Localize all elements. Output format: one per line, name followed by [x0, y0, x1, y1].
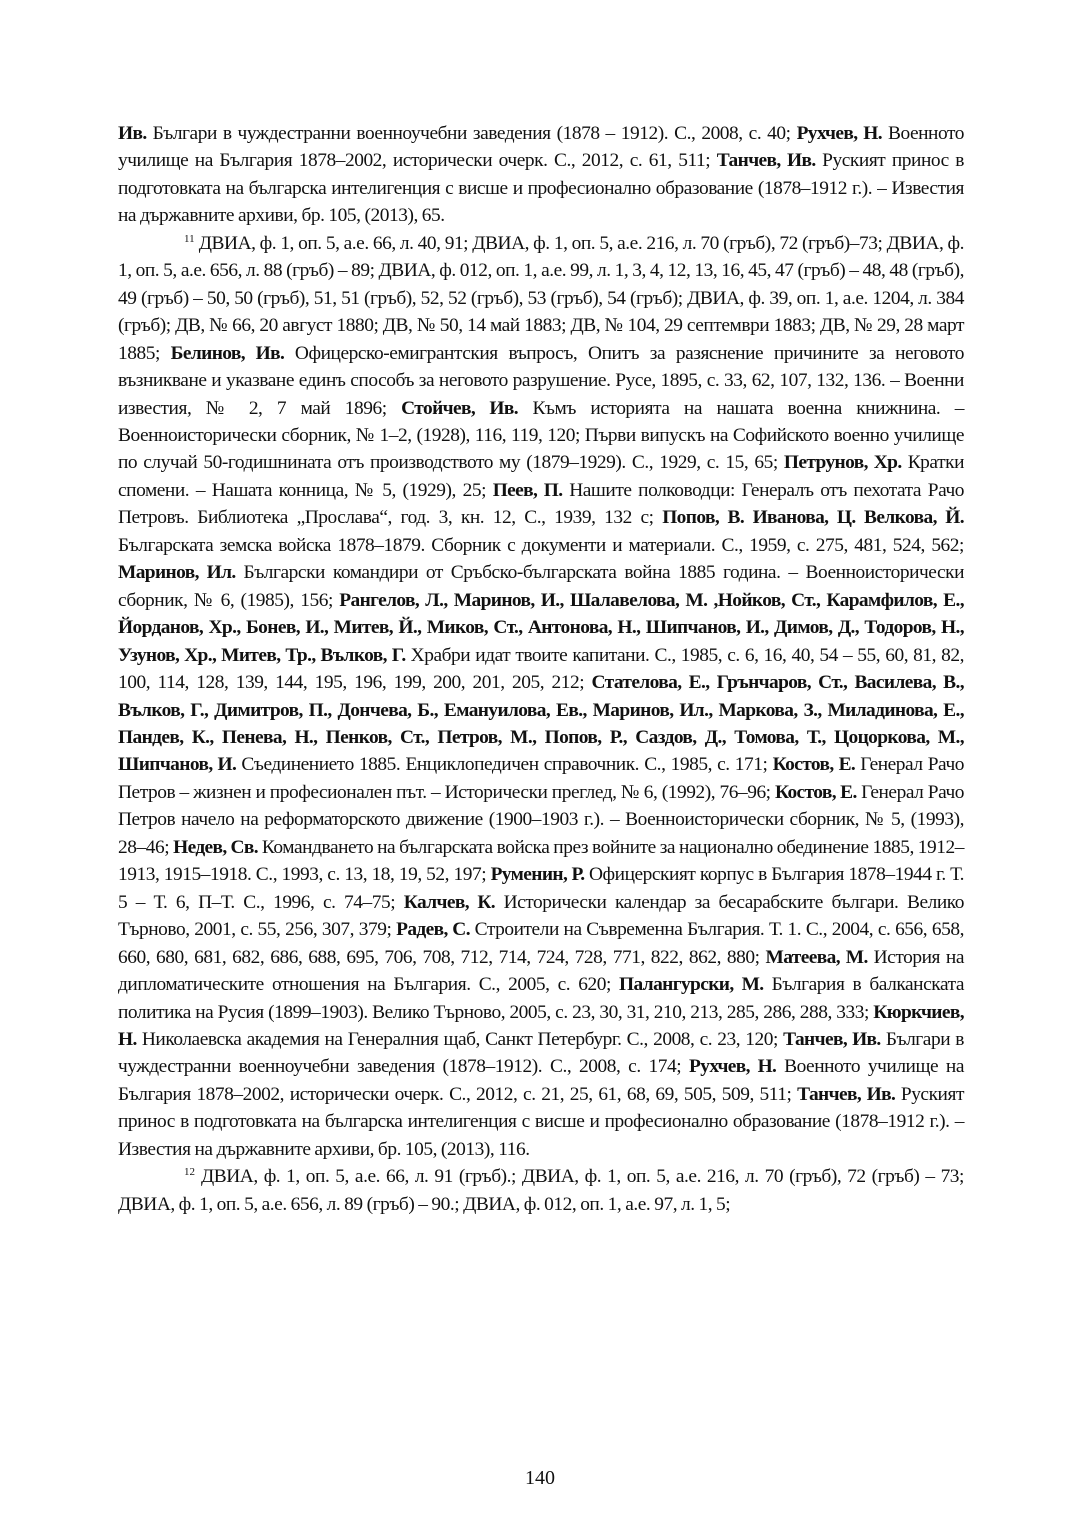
author-name: Пеев, П. [492, 479, 563, 501]
author-name: Рухчев, Н. [689, 1056, 777, 1078]
author-name: Рангелов, Л., Маринов, И., Шалавелова, М. ,Нойков, Ст., Карамфилов, Е., Йорданов, Хр., Бонев, И., Митев, Й., Миков, Ст., Антонова, Н., Шипчанов, И., Димов, Д., Тодоров, Н., Узунов, Хр., Митев, Тр., Вълков, Г. [118, 589, 964, 666]
citation-text: Офицерският корпус в България 1878–1944 г. Т. 5 – Т. 6, П–Т. С., 1996, с. 74–75; [118, 864, 964, 913]
citation-text: Исторически календар за бесарабските българи. Велико Търново, 2001, с. 55, 256, 307, 379; [118, 891, 964, 941]
citation-text: Българската земска войска 1878–1879. Сборник с документи и материали. С., 1959, с. 275, 481, 524, 562; [118, 534, 964, 556]
author-name: Петрунов, Хр. [783, 452, 902, 474]
author-name: Кюркчиев, Н. [118, 1001, 964, 1050]
author-name: Стойчев, Ив. [401, 397, 518, 419]
author-name: Калчев, К. [403, 891, 496, 913]
citation-text: Нашите полководци: Генералъ отъ пехотата Рачо Петровъ. Библиотека „Прослава“, год. 3, кн. 12, С., 1939, 132 с; [118, 479, 965, 529]
author-name: Костов, Е. [772, 754, 856, 776]
citation-text: Българи в чуждестранни военноучебни заведения (1878–1912). С., 2008, с. 174; [118, 1028, 964, 1078]
page-number: 140 [525, 1467, 555, 1489]
author-name: Радев, С. [396, 919, 470, 941]
author-name: Танчев, Ив. [783, 1028, 881, 1050]
citation-text: Кратки спомени. – Нашата конница, № 5, (1929), 25; [118, 452, 964, 501]
citation-text: Командването на българската войска през войните за национално обединение 1885, 1912–1913, 1915–1918. С., 1993, с. 13, 18, 19, 52, 197; [118, 836, 964, 886]
author-name: Рухчев, Н. [796, 123, 883, 144]
footnote-marker: 12 [184, 1166, 195, 1179]
citation-text: Военното училище на България 1878–2002, исторически очерк. С., 2012, с. 61, 511; [118, 123, 964, 172]
citation-text: Български командири от Сръбско-българската война 1885 година. – Военноисторически сборник, № 6, (1985), 156; [118, 562, 965, 611]
citation-text: България в балканската политика на Русия (1899–1903). Велико Търново, 2005, с. 23, 30, 31, 210, 213, 285, 286, 288, 333; [118, 974, 965, 1023]
footnote-marker: 11 [184, 232, 195, 245]
author-name: Ив. [118, 123, 147, 144]
author-name: Попов, В. Иванова, Ц. Велкова, Й. [662, 507, 964, 529]
author-name: Руменин, Р. [490, 864, 585, 886]
citation-text: Съединението 1885. Енциклопедичен справочник. С., 1985, с. 171; [236, 754, 773, 776]
footnote-11 [118, 230, 964, 1163]
author-name: Матеева, М. [765, 946, 868, 968]
author-name: Недев, Св. [173, 836, 258, 858]
footnote-12 [118, 1163, 964, 1218]
citation-text: Българи в чуждестранни военноучебни заведения (1878 – 1912). С., 2008, с. 40; [146, 123, 797, 144]
citation-text: Храбри идат твоите капитани. С., 1985, с. 6, 16, 40, 54 – 55, 60, 81, 82, 100, 114, 128, 139, 144, 195, 196, 199, 200, 201, 205, 212; [118, 644, 964, 694]
continuation-paragraph [118, 120, 964, 230]
footnotes-text-block [118, 120, 964, 1218]
author-name: Палангурски, М. [619, 974, 764, 996]
author-name: Белинов, Ив. [170, 342, 285, 364]
citation-text: История на дипломатическите отношения на България. С., 2005, с. 620; [118, 946, 964, 996]
citation-text: ДВИА, ф. 1, оп. 5, а.е. 66, л. 40, 91; ДВИА, ф. 1, оп. 5, а.е. 216, л. 70 (гръб), 72 (гръб)–73; ДВИА, ф. 1, оп. 5, а.е. 656, л. 88 (гръб) – 89; ДВИА, ф. 012, оп. 1, а.е. 99, л. 1, 3, 4, 12, 13, 16, 45, 47 (гръб) – 48, 48 (гръб), 49 (гръб) – 50, 50 (гръб), 51, 51 (гръб), 52, 52 (гръб), 53 (гръб), 54 (гръб); ДВИА, ф. 39, оп. 1, а.е. 1204, л. 384 (гръб); ДВ, № 66, 20 август 1880; ДВ, № 50, 14 май 1883; ДВ, № 104, 29 септември 1883; ДВ, № 29, 28 март 1885; [118, 232, 964, 364]
citation-text: Строители на Съвременна България. Т. 1. С., 2004, с. 656, 658, 660, 680, 681, 682, 686, 688, 695, 706, 708, 712, 714, 724, 728, 771, 822, 862, 880; [118, 919, 965, 968]
citation-text: Къмъ историята на нашата военна книжнина. – Военноисторически сборник, № 1–2, (1928), 116, 119, 120; Първи випускъ на Софийското военно училище по случай 50-годишнината отъ производството му (1879–1929). С., 1929, с. 15, 65; [118, 397, 964, 474]
author-name: Танчев, Ив. [716, 150, 816, 172]
author-name: Костов, Е. [774, 781, 857, 803]
author-name: Маринов, Ил. [118, 562, 236, 584]
citation-text: Военното училище на България 1878–2002, исторически очерк. С., 2012, с. 21, 25, 61, 68, 69, 505, 509, 511; [118, 1056, 964, 1105]
citation-text: Руският принос в подготовката на българска интелигенция с висше и професионално образование (1878–1912 г.). – Известия на държавните архиви, бр. 105, (2013), 65. [118, 150, 964, 227]
citation-text: Офицерско-емигрантския въпросъ, Опитъ за разяснение причините за неговото възникване и указване единъ способъ за неговото разрушение. Русе, 1895, с. 33, 62, 107, 132, 136. – Военни известия, № 2, 7 май 1896; [118, 342, 964, 419]
citation-text: Генерал Рачо Петров – жизнен и професионален път. – Исторически преглед, № 6, (1992), 76–96; [118, 754, 964, 803]
citation-text: Генерал Рачо Петров начело на реформаторското движение (1900–1903 г.). – Военноисторически сборник, № 5, (1993), 28–46; [118, 781, 964, 858]
citation-text: ДВИА, ф. 1, оп. 5, а.е. 66, л. 91 (гръб).; ДВИА, ф. 1, оп. 5, а.е. 216, л. 70 (гръб), 72 (гръб) – 73; ДВИА, ф. 1, оп. 5, а.е. 656, л. 89 (гръб) – 90.; ДВИА, ф. 012, оп. 1, а.е. 97, л. 1, 5; [118, 1166, 964, 1215]
citation-text: Руският принос в подготовката на българска интелигенция с висше и професионално образование (1878–1912 г.). – Известия на държавните архиви, бр. 105, (2013), 116. [118, 1083, 964, 1160]
citation-text: Николаевска академия на Генералния щаб, Санкт Петербург. С., 2008, с. 23, 120; [136, 1028, 784, 1050]
author-name: Стателова, Е., Грънчаров, Ст., Василева, В., Вълков, Г., Димитров, П., Дончева, Б., Емануилова, Ев., Маринов, Ил., Маркова, З., Миладинова, Е., Пандев, К., Пенева, Н., Пенков, Ст., Петров, М., Попов, Р., Саздов, Д., Томова, Т., Цоцоркова, М., Шипчанов, И. [118, 672, 965, 776]
author-name: Танчев, Ив. [797, 1083, 896, 1105]
